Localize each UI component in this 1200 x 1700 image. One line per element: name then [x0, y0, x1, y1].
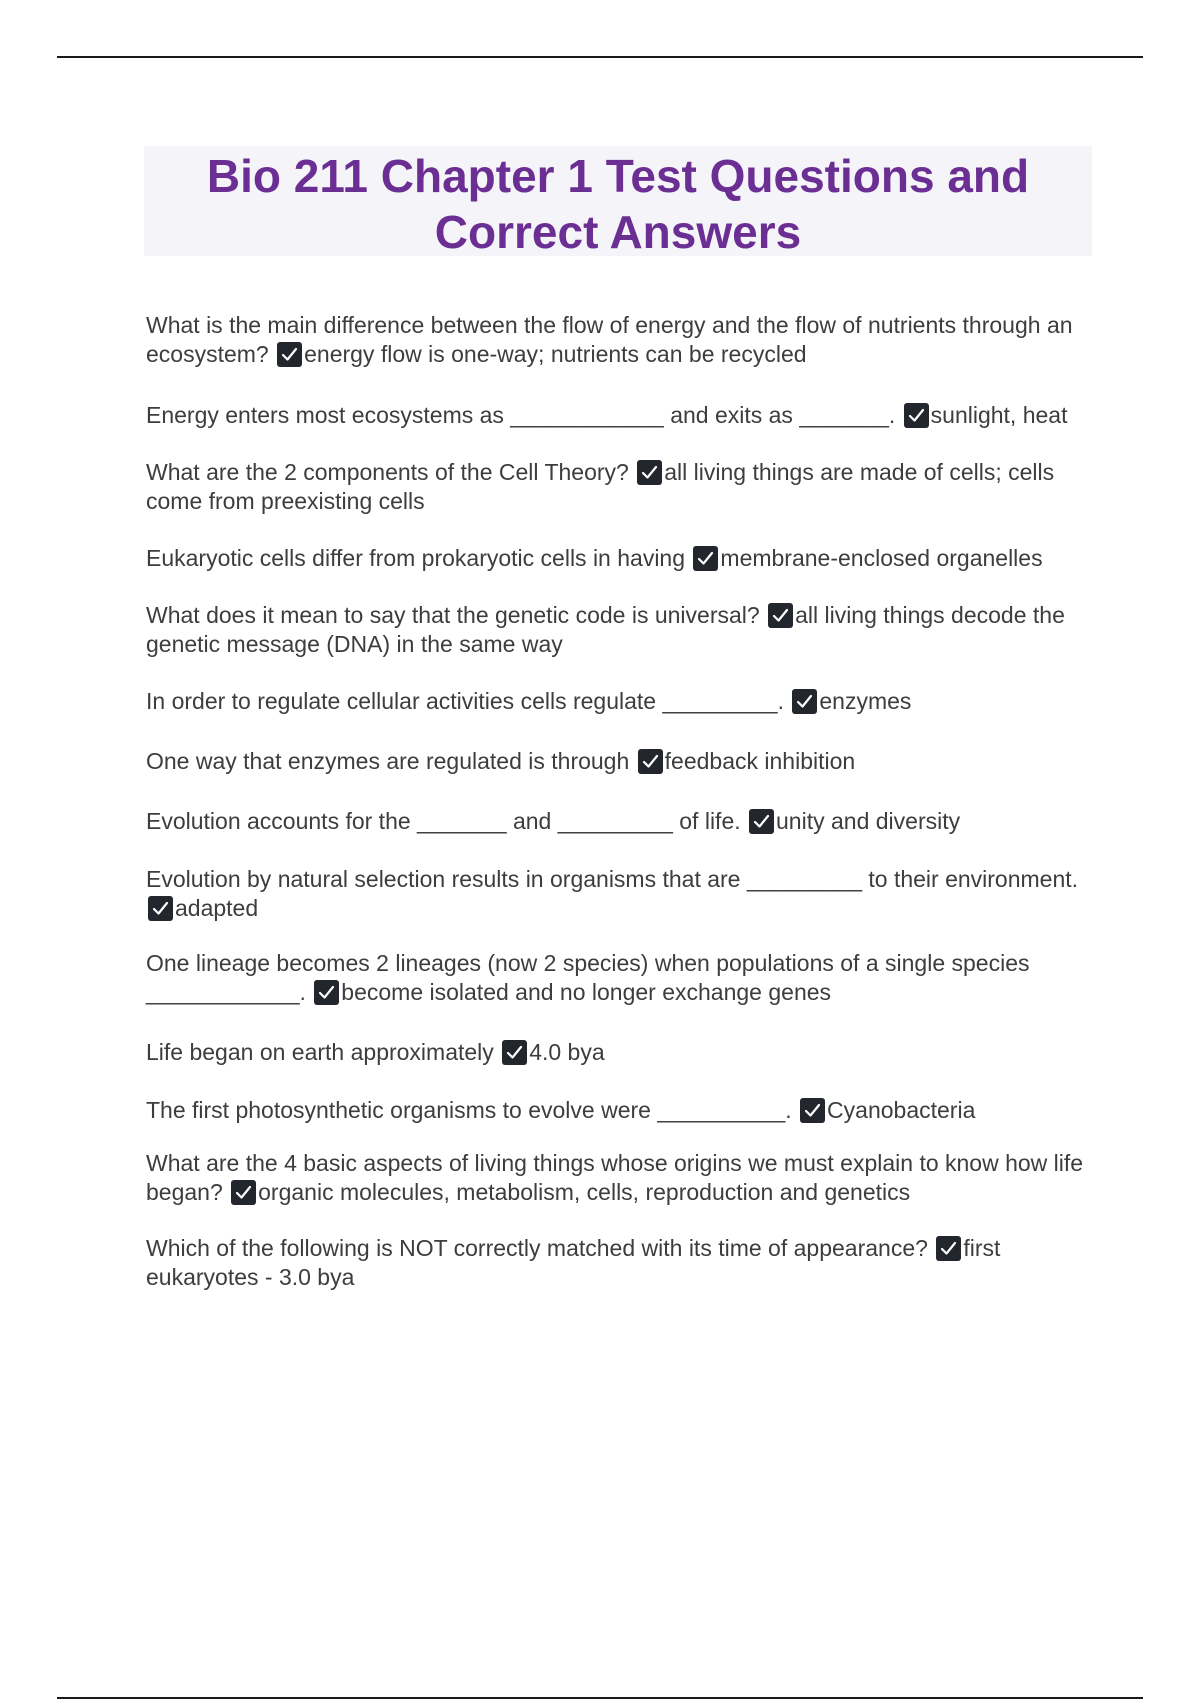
answer-text: all living things decode the genetic message (DNA) in the same way: [146, 602, 1065, 657]
answer-text: membrane-enclosed organelles: [720, 545, 1043, 571]
question-text: The first photosynthetic organisms to evolve were __________.: [146, 1097, 792, 1123]
footer-rule: [57, 1697, 1143, 1699]
qa-item: [146, 1149, 1096, 1207]
qa-item: [146, 865, 1096, 923]
qa-item: [146, 807, 1096, 836]
checkbox-checked-icon: [792, 689, 817, 714]
checkbox-checked-icon: [637, 460, 662, 485]
qa-list: [146, 311, 1096, 1292]
qa-item: [146, 747, 1096, 776]
question-text: What are the 2 components of the Cell Theory?: [146, 459, 629, 485]
question-text: Evolution accounts for the _______ and _________ of life.: [146, 808, 741, 834]
page-title: Bio 211 Chapter 1 Test Questions and Correct Answers: [206, 150, 1030, 258]
question-text: Energy enters most ecosystems as ____________ and exits as _______.: [146, 402, 896, 428]
question-text: What does it mean to say that the genetic code is universal?: [146, 602, 760, 628]
checkbox-checked-icon: [693, 546, 718, 571]
question-text: Eukaryotic cells differ from prokaryotic cells in having: [146, 545, 686, 571]
qa-item: [146, 601, 1096, 659]
question-text: What is the main difference between the flow of energy and the flow of nutrients through an ecosystem?: [146, 312, 1073, 367]
qa-item: [146, 687, 1096, 716]
answer-text: sunlight, heat: [930, 402, 1068, 428]
answer-text: adapted: [175, 895, 259, 921]
question-text: One way that enzymes are regulated is through: [146, 748, 630, 774]
checkbox-checked-icon: [231, 1180, 256, 1205]
answer-text: become isolated and no longer exchange genes: [341, 979, 832, 1005]
qa-item: [146, 1096, 1096, 1125]
question-text: In order to regulate cellular activities cells regulate _________.: [146, 688, 784, 714]
checkbox-checked-icon: [749, 809, 774, 834]
checkbox-checked-icon: [502, 1040, 527, 1065]
qa-item: [146, 544, 1096, 573]
answer-text: feedback inhibition: [664, 748, 856, 774]
checkbox-checked-icon: [768, 603, 793, 628]
checkbox-checked-icon: [314, 980, 339, 1005]
qa-item: [146, 949, 1096, 1007]
checkbox-checked-icon: [148, 896, 173, 921]
checkbox-checked-icon: [277, 342, 302, 367]
checkbox-checked-icon: [638, 749, 663, 774]
answer-text: organic molecules, metabolism, cells, reproduction and genetics: [258, 1179, 911, 1205]
answer-text: enzymes: [819, 688, 912, 714]
checkbox-checked-icon: [936, 1236, 961, 1261]
checkbox-checked-icon: [904, 403, 929, 428]
answer-text: 4.0 bya: [529, 1039, 605, 1065]
header-rule: [57, 56, 1143, 58]
question-text: What are the 4 basic aspects of living things whose origins we must explain to know how life began?: [146, 1150, 1084, 1205]
qa-item: [146, 458, 1096, 516]
checkbox-checked-icon: [800, 1098, 825, 1123]
question-text: Life began on earth approximately: [146, 1039, 494, 1065]
qa-item: [146, 401, 1096, 430]
answer-text: unity and diversity: [776, 808, 961, 834]
answer-text: all living things are made of cells; cells come from preexisting cells: [146, 459, 1055, 514]
title-banner: [144, 146, 1092, 256]
qa-item: [146, 1038, 1096, 1067]
answer-text: energy flow is one-way; nutrients can be recycled: [304, 341, 807, 367]
answer-text: first eukaryotes - 3.0 bya: [146, 1235, 1001, 1290]
qa-item: [146, 1234, 1096, 1292]
answer-text: Cyanobacteria: [827, 1097, 976, 1123]
question-text: One lineage becomes 2 lineages (now 2 species) when populations of a single species ____________.: [146, 950, 1030, 1005]
question-text: Which of the following is NOT correctly matched with its time of appearance?: [146, 1235, 928, 1261]
qa-item: [146, 311, 1096, 369]
question-text: Evolution by natural selection results in organisms that are _________ to their environment.: [146, 866, 1079, 892]
